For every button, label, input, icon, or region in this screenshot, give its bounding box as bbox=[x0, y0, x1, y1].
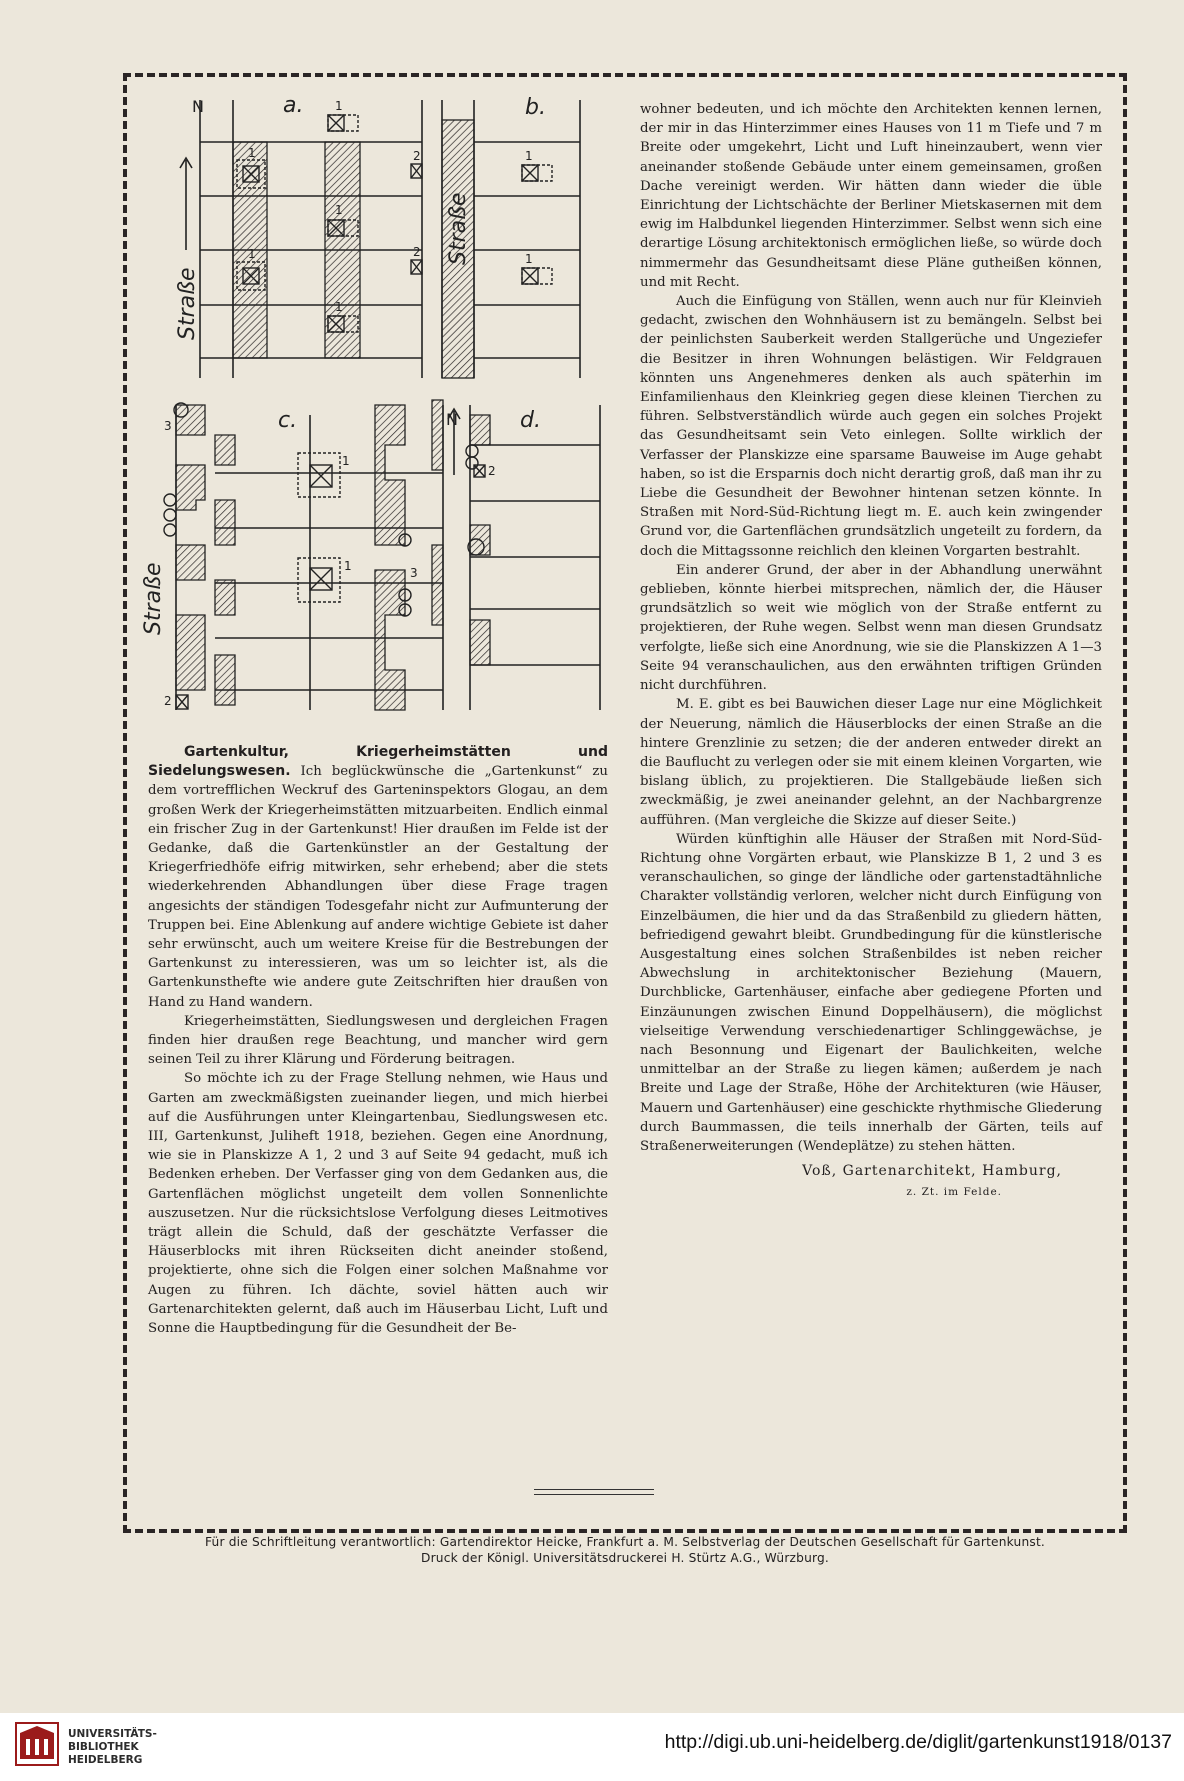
svg-text:1: 1 bbox=[525, 252, 533, 266]
street-label-c: Straße bbox=[141, 562, 166, 635]
svg-text:1: 1 bbox=[335, 99, 343, 113]
imprint-line: Für die Schriftleitung verantwortlich: Gartendirektor Heicke, Frankfurt a. M. Selbstverlag der Deutschen Gesellschaft für Gartenkunst. bbox=[204, 1535, 1045, 1549]
label-a: a. bbox=[283, 93, 304, 118]
label-d: d. bbox=[520, 408, 541, 433]
svg-text:1: 1 bbox=[248, 247, 256, 261]
author-note: z. Zt. im Felde. bbox=[906, 1186, 1002, 1199]
right-column bbox=[640, 100, 1102, 1203]
svg-text:2: 2 bbox=[488, 464, 496, 478]
svg-text:3: 3 bbox=[410, 566, 418, 580]
svg-text:1: 1 bbox=[248, 146, 256, 160]
plan-diagram-ab bbox=[170, 93, 620, 385]
svg-text:1: 1 bbox=[335, 300, 343, 314]
right-paragraph: M. E. gibt es bei Bauwichen dieser Lage nur eine Möglichkeit der Neuerung, nämlich die Häuserblocks der einen Straße an die hintere Grenzlinie zu setzen; die der anderen entweder direkt an die Bauflucht zu verlegen oder sie mit einem kleinen Vorgarten, wie bislang üblich, zu projektieren. Die Stallgebäude ließen sich zweckmäßig, je zwei aneinander gelehnt, an der Nachbargrenze aufführen. (Man vergleiche die Skizze auf dieser Seite.) bbox=[640, 697, 1102, 828]
university-logo-icon bbox=[14, 1721, 60, 1767]
left-paragraph: Ich beglückwünsche die „Gartenkunst“ zu dem vortrefflichen Weckruf des Garteninspektors Glogau, an dem großen Werk der Kriegerheimstätten mitzuarbeiten. Endlich einmal ein frischer Zug in der Gartenkunst! Hier draußen im Felde ist der Gedanke, daß die Gartenkünstler an der Gestaltung der Kriegerfriedhöfe eifrig mitwirken, sehr erhebend; aber die stets wiederkehrenden Abhandlungen über diese Frage tragen angesichts der ständigen Todesgefahr nicht zur Aufmunterung der Truppen bei. Eine Ablenkung auf andere wichtige Gebiete ist daher sehr erwünscht, auch um weitere Kreise für die Bestrebungen der Gartenkunst zu interessieren, was um so leichter ist, als die Gartenkunsthefte wie andere gute Zeitschriften hier draußen von Hand zu Hand wandern. bbox=[148, 764, 608, 1010]
right-paragraph: wohner bedeuten, und ich möchte den Architekten kennen lernen, der mir in das Hinterzimmer eines Hauses von 11 m Tiefe und 7 m Breite oder umgekehrt, Licht und Luft hineinzaubert, wenn vier aneinander stoßende Gebäude unter einem gemeinsamen, großen Dache vereinigt werden. Wir hätten dann wieder die üble Einrichtung der Lichtschächte der Berliner Mietskasernen mit dem ewig im Halbdunkel liegenden Hinterzimmer. Selbst wenn sich eine derartige Lösung architektonisch ermöglichen ließe, so würde doch nimmermehr das Gesundheitsamt diese Pläne gutheißen können, und mit Recht. bbox=[640, 102, 1102, 290]
label-c: c. bbox=[278, 408, 298, 433]
divider-rule bbox=[534, 1494, 654, 1495]
divider-rule bbox=[534, 1489, 654, 1490]
svg-text:N: N bbox=[192, 97, 204, 116]
left-column bbox=[148, 743, 608, 1338]
right-paragraph: Würden künftighin alle Häuser der Straßen mit Nord-Süd-Richtung ohne Vorgärten erbaut, wie Planskizze B 1, 2 und 3 es veranschaulichen, so ginge der ländliche oder gartenstadtähnliche Charakter vollständig verloren, welcher nicht durch Einfügung von Einzelbäumen, die hier und da das Straßenbild zu gliedern hätten, befriedigend gewahrt bleibt. Grundbedingung für die künstlerische Ausgestaltung eines solchen Straßenbildes ist neben reicher Abwechslung in architektonischer Beziehung (Mauern, Durchblicke, Gartenhäuser, einfache aber gediegene Pforten und Einzäunungen zwischen Einund Doppelhäusern), die möglichst vielseitige Verwendung verschiedenartiger Schlinggewächse, je nach Besonnung und Eigenart der Baulichkeiten, welche unmittelbar an der Straße zu liegen kämen; außerdem je nach Breite und Lage der Straße, Höhe der Architekturen (wie Häuser, Mauern und Gartenhäuser) eine geschickte rhythmische Gliederung durch Baummassen, die teils innerhalb der Gärten, teils auf Straßenerweiterungen (Wendeplätze) zu stehen hätten. bbox=[640, 831, 1102, 1154]
plan-diagram-cd bbox=[141, 405, 620, 715]
source-url[interactable]: http://digi.ub.uni-heidelberg.de/diglit/gartenkunst1918/0137 bbox=[664, 1731, 1172, 1753]
svg-text:2: 2 bbox=[164, 694, 172, 708]
svg-text:1: 1 bbox=[344, 559, 352, 573]
svg-text:N: N bbox=[446, 410, 458, 429]
label-b: b. bbox=[525, 95, 546, 120]
library-name: UNIVERSITÄTS- BIBLIOTHEK HEIDELBERG bbox=[68, 1728, 157, 1766]
article-heading: Gartenkultur, Kriegerheimstätten und Siedelungswesen. bbox=[148, 744, 608, 780]
street-label-a: Straße bbox=[175, 267, 200, 340]
street-label-b: Straße bbox=[446, 192, 471, 265]
svg-text:1: 1 bbox=[525, 149, 533, 163]
right-paragraph: Auch die Einfügung von Ställen, wenn auch nur für Kleinvieh gedacht, zwischen den Wohnhäusern ist zu bemängeln. Selbst bei der peinlichsten Sauberkeit werden Stallgerüche und Ungeziefer die Besitzer in ihren Wohnungen belästigen. Wir Feldgrauen könnten uns Angenehmeres denken als auch späterhin im Einfamilienhaus den Kleinkrieg gegen diese kleinen Tierchen zu führen. Selbstverständlich würde auch gegen ein solches Projekt das Gesundheitsamt sein Veto einlegen. Sollte wirklich der Verfasser der Planskizze eine sparsame Bauweise im Auge gehabt haben, so ist die Ersparnis doch nicht derartig groß, daß man ihr zu Liebe die Gesundheit der Bewohner hintenan setzen könnte. In Straßen mit Nord-Süd-Richtung liegt m. E. auch kein zwingender Grund vor, die Gartenflächen grundsätzlich ungeteilt zu fordern, da doch die Mittagssonne reichlich den kleinen Vorgarten bestrahlt. bbox=[640, 294, 1102, 559]
left-paragraph: So möchte ich zu der Frage Stellung nehmen, wie Haus und Garten am zweckmäßigsten zueinander liegen, und mich hierbei auf die Ausführungen unter Kleingartenbau, Siedlungswesen etc. III, Gartenkunst, Juliheft 1918, beziehen. Gegen eine Anordnung, wie sie in Planskizze A 1, 2 und 3 auf Seite 94 gedacht, muß ich Bedenken erheben. Der Verfasser ging von dem Gedanken aus, die Gartenflächen möglichst ungeteilt dem vollen Sonnenlichte auszusetzen. Nur die rücksichtslose Verfolgung dieses Leitmotives trägt allein die Schuld, daß der geschätzte Verfasser die Häuserblocks mit ihren Rückseiten dicht aneinder stoßend, projektierte, ohne sich die Folgen einer solchen Maßnahme vor Augen zu führen. Ich dächte, soviel hätten auch wir Gartenarchitekten gelernt, daß auch im Häuserbau Licht, Luft und Sonne die Hauptbedingung für die Gesundheit der Be- bbox=[148, 1071, 608, 1337]
svg-text:2: 2 bbox=[413, 149, 421, 163]
author-signature: Voß, Gartenarchitekt, Hamburg, bbox=[802, 1163, 1062, 1180]
svg-text:1: 1 bbox=[335, 203, 343, 217]
svg-text:1: 1 bbox=[342, 454, 350, 468]
left-paragraph: Kriegerheimstätten, Siedlungswesen und dergleichen Fragen finden hier draußen rege Beachtung, und mancher wird gern seinen Teil zu ihrer Klärung und Förderung beitragen. bbox=[148, 1013, 608, 1068]
svg-text:3: 3 bbox=[164, 419, 172, 433]
svg-text:2: 2 bbox=[413, 245, 421, 259]
right-paragraph: Ein anderer Grund, der aber in der Abhandlung unerwähnt geblieben, könnte hierbei mitsprechen, nämlich der, die Häuser grundsätzlich so weit wie möglich von der Straße entfernt zu projektieren, der Ruhe wegen. Selbst wenn man diesen Grundsatz verfolgte, ließe sich eine Anordnung, wie sie die Planskizzen A 1—3 Seite 94 veranschaulichen, aus den erwähnten triftigen Gründen nicht durchführen. bbox=[640, 562, 1102, 694]
printer-line: Druck der Königl. Universitätsdruckerei H. Stürtz A.G., Würzburg. bbox=[420, 1551, 830, 1565]
